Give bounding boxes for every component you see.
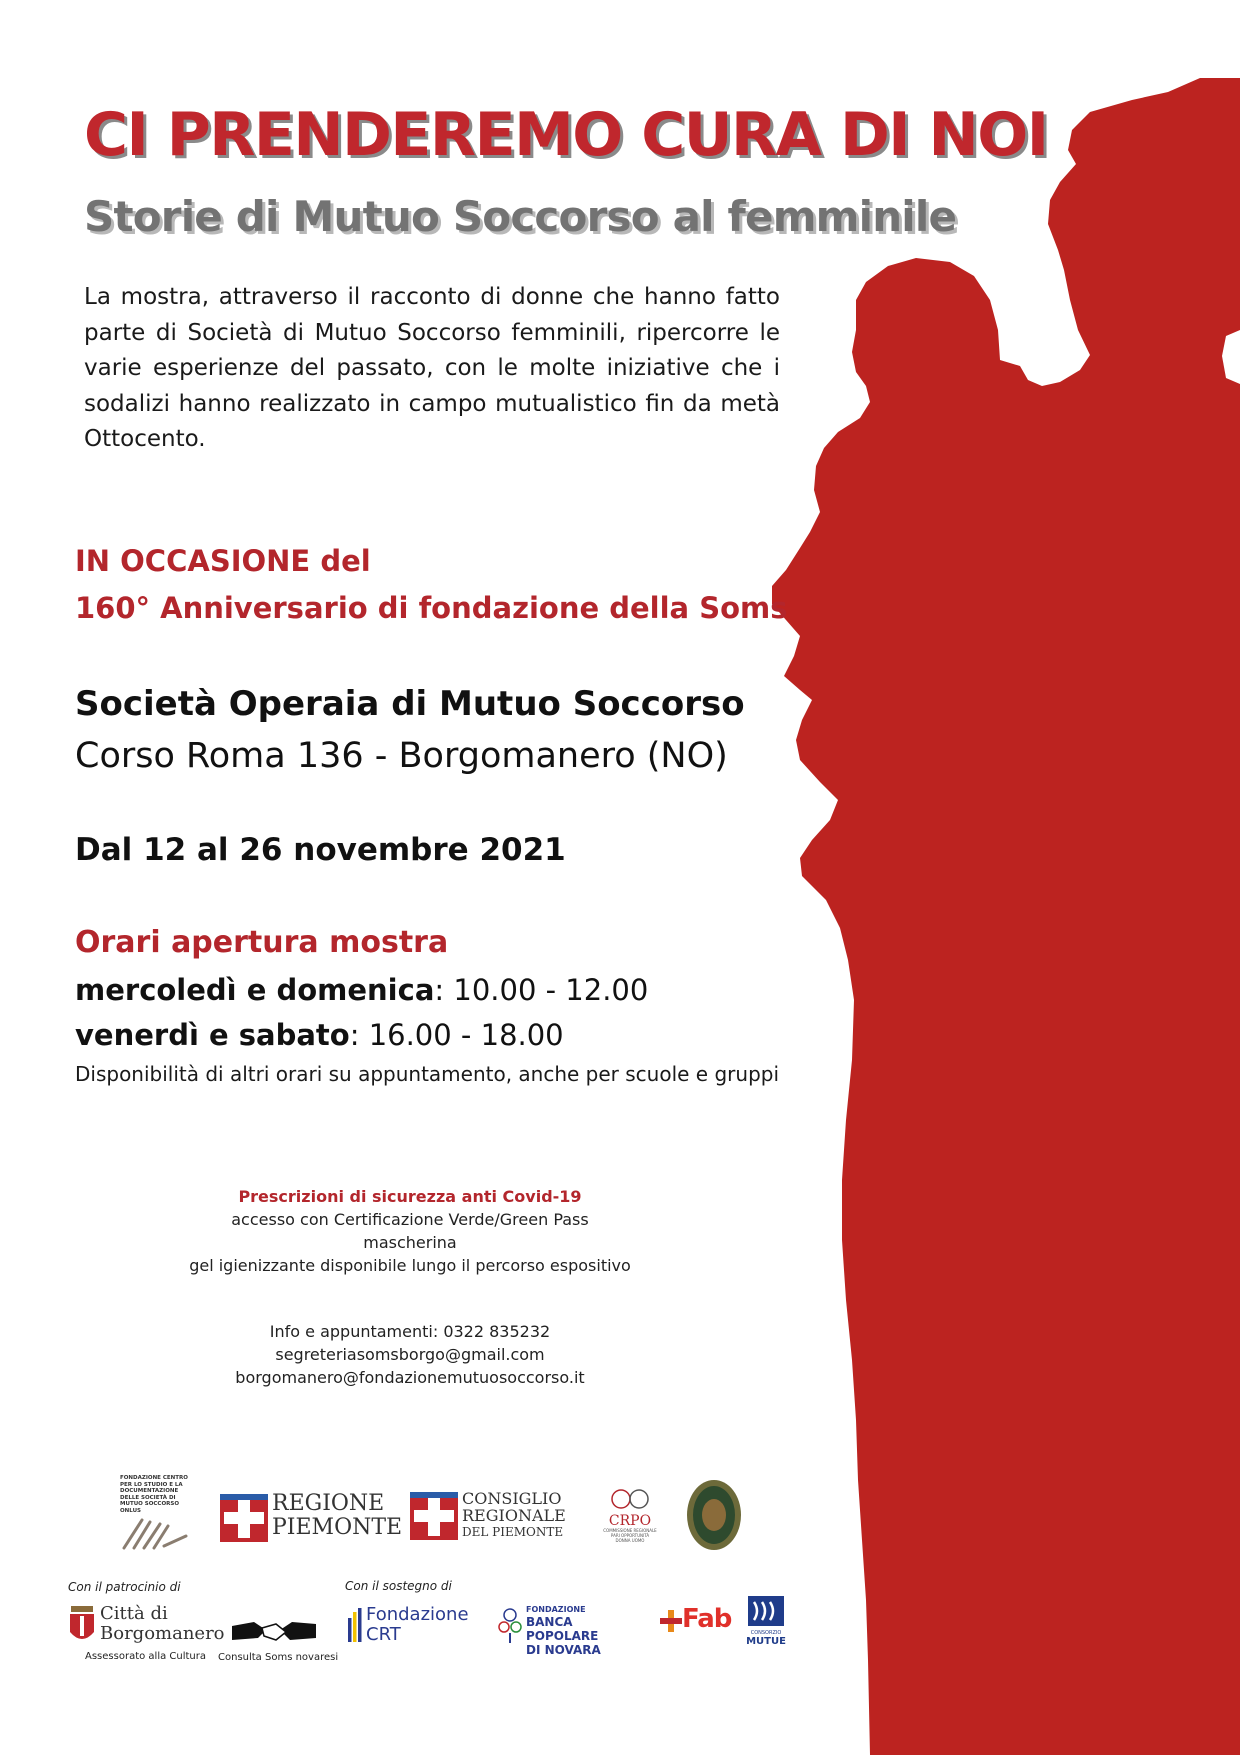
page-subtitle: Storie di Mutuo Soccorso al femminile	[84, 192, 957, 241]
crt-line-1: Fondazione	[366, 1604, 469, 1625]
covid-rules	[160, 1185, 660, 1277]
citta-line-1: Città di	[100, 1603, 168, 1624]
citta-caption: Assessorato alla Cultura	[85, 1651, 206, 1662]
hours-row-2-time: : 16.00 - 18.00	[349, 1018, 564, 1052]
citta-line-2: Borgomanero	[100, 1623, 225, 1644]
hours-note: Disponibilità di altri orari su appuntamento, anche per scuole e gruppi	[75, 1062, 780, 1086]
fondazione-centro-logo	[120, 1475, 200, 1555]
fondazione-crt-logo	[348, 1605, 483, 1645]
consorzio-mutue-logo	[746, 1596, 786, 1652]
soms-emblem-icon	[684, 1477, 744, 1553]
info-phone: Info e appuntamenti: 0322 835232	[269, 1322, 551, 1341]
covid-line-1: accesso con Certificazione Verde/Green Pass	[231, 1210, 589, 1229]
crpo-sub-2: PARI OPPORTUNITÀ	[610, 1533, 650, 1538]
covid-line-3: gel igienizzante disponibile lungo il percorso espositivo	[189, 1256, 631, 1275]
covid-title: Prescrizioni di sicurezza anti Covid-19	[238, 1187, 582, 1206]
fab-cross-icon	[660, 1610, 682, 1632]
piemonte-flag-icon	[220, 1494, 268, 1542]
info-email-1[interactable]: segreteriasomsborgo@gmail.com	[275, 1345, 545, 1364]
info-email-2[interactable]: borgomanero@fondazionemutuosoccorso.it	[235, 1368, 585, 1387]
bpn-line-2: BANCA POPOLARE	[526, 1615, 599, 1643]
covid-line-2: mascherina	[363, 1233, 457, 1252]
patrocinio-label: Con il patrocinio di	[68, 1580, 181, 1594]
venue-name: Società Operaia di Mutuo Soccorso	[75, 684, 745, 724]
fc-line-4: DELLE SOCIETÀ DI	[120, 1494, 176, 1501]
sostegno-label: Con il sostegno di	[345, 1579, 452, 1593]
hours-row-1	[75, 973, 648, 1007]
fc-line-5: MUTUO SOCCORSO	[120, 1501, 180, 1507]
crpo-sub-1: COMMISSIONE REGIONALE	[603, 1528, 657, 1533]
crt-bars-icon	[348, 1608, 362, 1642]
regione-piemonte-logo	[220, 1491, 403, 1544]
hours-title: Orari apertura mostra	[75, 925, 449, 960]
intro-paragraph: La mostra, attraverso il racconto di donne che hanno fatto parte di Società di Mutuo Soccorso femminili, ripercorre le varie esperienze del passato, con le molte iniziative che i sodalizi hanno realizzato in campo mutualistico fin da metà Ottocento.	[84, 284, 780, 452]
fc-line-3: DOCUMENTAZIONE	[120, 1488, 179, 1494]
hours-row-2	[75, 1018, 564, 1052]
fc-line-1: FONDAZIONE CENTRO	[120, 1475, 188, 1481]
fc-line-2: PER LO STUDIO E LA	[120, 1481, 183, 1488]
page-title: CI PRENDEREMO CURA DI NOI	[84, 100, 1048, 170]
hours-row-2-days: venerdì e sabato	[75, 1018, 350, 1052]
bpn-emblem-icon	[498, 1607, 522, 1643]
occasion-line-2: 160° Anniversario di fondazione della Soms	[75, 591, 788, 625]
occasion-block	[75, 538, 788, 632]
consiglio-line-1: CONSIGLIO	[462, 1489, 562, 1508]
mutue-line-2: MUTUE	[746, 1636, 786, 1647]
consiglio-flag-icon	[410, 1492, 458, 1540]
banca-popolare-novara-logo	[498, 1605, 648, 1657]
exhibition-dates: Dal 12 al 26 novembre 2021	[75, 832, 566, 868]
crt-line-2: CRT	[366, 1624, 401, 1645]
regione-line-2: PIEMONTE	[272, 1515, 403, 1540]
mutue-waves-icon	[748, 1596, 784, 1626]
regione-line-1: REGIONE	[272, 1491, 385, 1516]
fab-name: Fab	[682, 1604, 732, 1634]
tools-icon	[120, 1514, 190, 1550]
fab-logo	[660, 1604, 732, 1646]
handshake-icon	[232, 1612, 316, 1648]
fc-line-6: ONLUS	[120, 1507, 142, 1514]
bpn-line-1: FONDAZIONE	[526, 1605, 586, 1614]
occasion-line-1: IN OCCASIONE del	[75, 544, 371, 578]
mutue-line-1: CONSORZIO	[750, 1630, 782, 1636]
consulta-caption: Consulta Soms novaresi	[218, 1652, 339, 1663]
bpn-line-3: DI NOVARA	[526, 1643, 601, 1657]
venue-address: Corso Roma 136 - Borgomanero (NO)	[75, 736, 728, 776]
crpo-logo	[600, 1488, 660, 1546]
crpo-name: CRPO	[608, 1513, 652, 1529]
hours-row-1-days: mercoledì e domenica	[75, 973, 435, 1007]
city-crest-icon	[68, 1606, 96, 1646]
hours-row-1-time: : 10.00 - 12.00	[434, 973, 649, 1007]
crpo-faces-icon	[607, 1488, 653, 1510]
contact-info	[160, 1320, 660, 1389]
citta-borgomanero-logo	[68, 1603, 225, 1648]
crpo-sub-3: DONNA UOMO	[615, 1538, 645, 1543]
consiglio-line-3: DEL PIEMONTE	[462, 1525, 564, 1539]
consiglio-line-2: REGIONALE	[462, 1506, 566, 1525]
consiglio-regionale-logo	[410, 1490, 580, 1544]
